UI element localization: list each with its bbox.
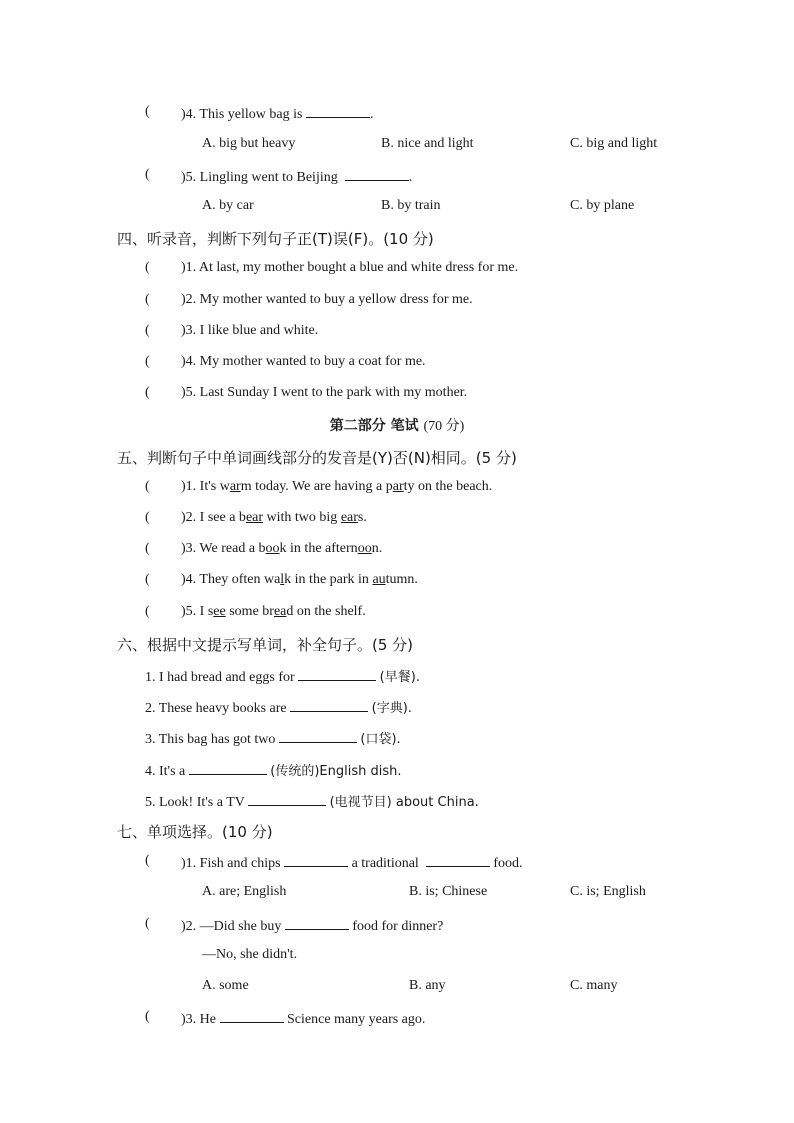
- question-7-1: )1. Fish and chips a traditional food.: [181, 853, 523, 872]
- statement-4-3: )3. I like blue and white.: [181, 323, 319, 338]
- section-7-heading: 七、单项选择。(10 分): [117, 823, 273, 841]
- answer-paren[interactable]: (: [145, 853, 178, 868]
- statement-4-1: )1. At last, my mother bought a blue and white dress for me.: [181, 260, 519, 275]
- option-c[interactable]: C. big and light: [570, 136, 658, 151]
- option-b[interactable]: B. is; Chinese: [409, 884, 488, 899]
- option-b[interactable]: B. by train: [381, 198, 441, 213]
- answer-paren[interactable]: (: [145, 541, 178, 556]
- section-5-heading: 五、判断句子中单词画线部分的发音是(Y)否(N)相同。(5 分): [117, 449, 517, 467]
- answer-paren[interactable]: (: [145, 260, 178, 275]
- statement-4-2: )2. My mother wanted to buy a yellow dress for me.: [181, 292, 473, 307]
- answer-blank[interactable]: [284, 853, 348, 867]
- option-a[interactable]: A. are; English: [202, 884, 287, 899]
- answer-paren[interactable]: (: [145, 604, 178, 619]
- answer-blank[interactable]: [220, 1009, 284, 1023]
- fill-6-3: 3. This bag has got two (口袋).: [145, 728, 401, 748]
- question-3-5: )5. Lingling went to Beijing .: [181, 167, 412, 186]
- statement-4-4: )4. My mother wanted to buy a coat for me.: [181, 354, 426, 369]
- reply-line: —No, she didn't.: [202, 947, 298, 962]
- section-4-heading: 四、听录音，判断下列句子正(T)误(F)。(10 分): [117, 230, 434, 248]
- answer-blank[interactable]: [248, 792, 326, 806]
- fill-6-2: 2. These heavy books are (字典).: [145, 697, 412, 717]
- answer-paren[interactable]: (: [145, 354, 178, 369]
- question-3-4: )4. This yellow bag is .: [181, 104, 373, 123]
- question-7-3: )3. He Science many years ago.: [181, 1009, 425, 1028]
- question-7-2: )2. —Did she buy food for dinner?: [181, 916, 443, 935]
- option-b[interactable]: B. any: [409, 978, 446, 993]
- answer-paren[interactable]: (: [145, 510, 178, 525]
- answer-blank[interactable]: [298, 667, 376, 681]
- answer-blank[interactable]: [279, 729, 357, 743]
- fill-6-5: 5. Look! It's a TV (电视节目) about China.: [145, 791, 479, 811]
- answer-paren[interactable]: (: [145, 292, 178, 307]
- answer-paren[interactable]: (: [145, 167, 178, 182]
- answer-paren[interactable]: (: [145, 479, 178, 494]
- option-a[interactable]: A. by car: [202, 198, 254, 213]
- pronunciation-5-5: )5. I see some bread on the shelf.: [181, 604, 366, 619]
- answer-paren[interactable]: (: [145, 916, 178, 931]
- answer-blank[interactable]: [426, 853, 490, 867]
- answer-blank[interactable]: [345, 167, 409, 181]
- pronunciation-5-1: )1. It's warm today. We are having a party on the beach.: [181, 479, 493, 494]
- option-a[interactable]: A. some: [202, 978, 249, 993]
- fill-6-1: 1. I had bread and eggs for (早餐).: [145, 666, 420, 686]
- answer-paren[interactable]: (: [145, 323, 178, 338]
- pronunciation-5-2: )2. I see a bear with two big ears.: [181, 510, 367, 525]
- fill-6-4: 4. It's a (传统的)English dish.: [145, 760, 401, 780]
- pronunciation-5-3: )3. We read a book in the afternoon.: [181, 541, 383, 556]
- pronunciation-5-4: )4. They often walk in the park in autumn.: [181, 572, 418, 587]
- option-c[interactable]: C. by plane: [570, 198, 635, 213]
- answer-blank[interactable]: [285, 916, 349, 930]
- part-2-title: 第二部分 笔试 (70 分): [329, 418, 465, 434]
- answer-paren[interactable]: (: [145, 1009, 178, 1024]
- option-c[interactable]: C. is; English: [570, 884, 646, 899]
- option-a[interactable]: A. big but heavy: [202, 136, 296, 151]
- answer-blank[interactable]: [290, 698, 368, 712]
- answer-blank[interactable]: [306, 104, 370, 118]
- option-c[interactable]: C. many: [570, 978, 618, 993]
- answer-paren[interactable]: (: [145, 385, 178, 400]
- option-b[interactable]: B. nice and light: [381, 136, 474, 151]
- answer-paren[interactable]: (: [145, 572, 178, 587]
- answer-blank[interactable]: [189, 761, 267, 775]
- statement-4-5: )5. Last Sunday I went to the park with my mother.: [181, 385, 468, 400]
- section-6-heading: 六、根据中文提示写单词，补全句子。(5 分): [117, 636, 414, 654]
- answer-paren[interactable]: (: [145, 104, 178, 119]
